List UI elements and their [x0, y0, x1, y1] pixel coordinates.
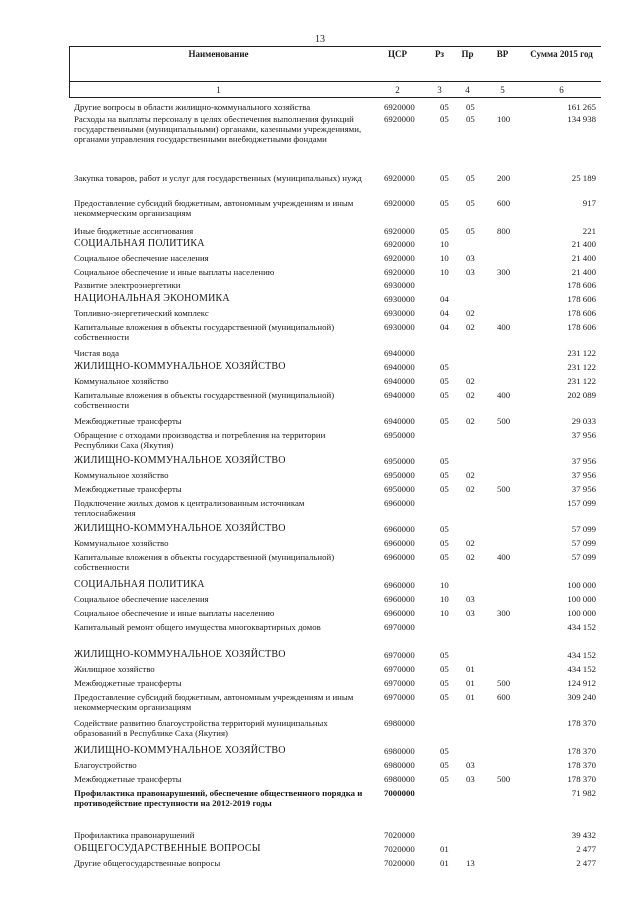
row-csr: 6950000: [384, 484, 415, 494]
row-rz: 04: [440, 322, 449, 332]
row-sum: 178 370: [567, 718, 596, 728]
header-sum: Сумма 2015 год: [530, 49, 593, 59]
row-name: Коммунальное хозяйство: [74, 470, 169, 480]
row-pr: 03: [466, 608, 475, 618]
row-rz: 10: [440, 594, 449, 604]
row-rz: 05: [440, 362, 449, 372]
row-rz: 05: [440, 470, 449, 480]
row-csr: 6920000: [384, 102, 415, 112]
row-name: Капитальные вложения в объекты государственной (муниципальной) собственности: [74, 552, 335, 572]
row-sum: 37 956: [571, 470, 596, 480]
row-rz: 10: [440, 267, 449, 277]
row-sum: 37 956: [571, 456, 596, 466]
row-pr: 05: [466, 114, 475, 124]
row-rz: 05: [440, 226, 449, 236]
row-pr: 02: [466, 322, 475, 332]
row-name: Иные бюджетные ассигнования: [74, 226, 194, 236]
row-vr: 100: [497, 114, 511, 124]
header-num-5: 5: [500, 85, 505, 95]
row-csr: 6940000: [384, 416, 415, 426]
header-num-2: 2: [395, 85, 400, 95]
row-vr: 500: [497, 774, 511, 784]
row-vr: 400: [497, 322, 511, 332]
row-name: Другие общегосударственные вопросы: [74, 858, 221, 868]
header-num-6: 6: [559, 85, 564, 95]
row-rz: 05: [440, 760, 449, 770]
row-sum: 178 370: [567, 760, 596, 770]
row-csr: 6920000: [384, 114, 415, 124]
row-rz: 05: [440, 390, 449, 400]
row-pr: 05: [466, 173, 475, 183]
row-csr: 6980000: [384, 774, 415, 784]
row-sum: 917: [582, 198, 596, 208]
row-sum: 231 122: [567, 362, 596, 372]
row-rz: 05: [440, 114, 449, 124]
row-sum: 39 432: [571, 830, 596, 840]
row-vr: 200: [497, 173, 511, 183]
row-name: Межбюджетные трансферты: [74, 484, 182, 494]
row-vr: 400: [497, 552, 511, 562]
row-name: Жилищное хозяйство: [74, 664, 155, 674]
row-pr: 03: [466, 760, 475, 770]
row-vr: 400: [497, 390, 511, 400]
row-vr: 300: [497, 267, 511, 277]
row-name: Социальное обеспечение населения: [74, 253, 209, 263]
row-csr: 6930000: [384, 308, 415, 318]
row-sum: 157 099: [567, 498, 596, 508]
row-rz: 05: [440, 173, 449, 183]
row-sum: 37 956: [571, 484, 596, 494]
row-sum: 178 606: [567, 322, 596, 332]
row-csr: 6960000: [384, 552, 415, 562]
row-sum: 202 089: [567, 390, 596, 400]
row-name: Социальное обеспечение и иные выплаты населению: [74, 267, 275, 277]
row-csr: 6980000: [384, 718, 415, 728]
header-csr: ЦСР: [388, 49, 407, 59]
row-sum: 434 152: [567, 664, 596, 674]
header-num-3: 3: [437, 85, 442, 95]
row-sum: 37 956: [571, 430, 596, 440]
row-csr: 6930000: [384, 322, 415, 332]
row-csr: 7020000: [384, 858, 415, 868]
row-sum: 29 033: [571, 416, 596, 426]
row-csr: 6960000: [384, 608, 415, 618]
row-vr: 600: [497, 692, 511, 702]
row-sum: 21 400: [571, 253, 596, 263]
row-name: ЖИЛИЩНО-КОММУНАЛЬНОЕ ХОЗЯЙСТВО: [74, 523, 286, 534]
row-sum: 2 477: [576, 844, 596, 854]
row-sum: 100 000: [567, 608, 596, 618]
row-name: Содействие развитию благоустройства территорий муниципальных образований в Республике Саха (Якутия): [74, 718, 328, 738]
header-vr: ВР: [496, 49, 509, 59]
row-name: Межбюджетные трансферты: [74, 678, 182, 688]
row-csr: 6920000: [384, 173, 415, 183]
row-csr: 6920000: [384, 239, 415, 249]
row-sum: 25 189: [571, 173, 596, 183]
row-name: Капитальные вложения в объекты государственной (муниципальной) собственности: [74, 390, 335, 410]
row-rz: 05: [440, 376, 449, 386]
row-csr: 6940000: [384, 362, 415, 372]
row-csr: 7020000: [384, 844, 415, 854]
row-csr: 6920000: [384, 253, 415, 263]
row-pr: 01: [466, 664, 475, 674]
row-csr: 6940000: [384, 390, 415, 400]
row-name: Социальное обеспечение и иные выплаты населению: [74, 608, 275, 618]
row-csr: 6970000: [384, 678, 415, 688]
row-name: Социальное обеспечение населения: [74, 594, 209, 604]
row-sum: 161 265: [567, 102, 596, 112]
row-sum: 178 606: [567, 308, 596, 318]
row-csr: 6920000: [384, 226, 415, 236]
row-name: Капитальные вложения в объекты государственной (муниципальной) собственности: [74, 322, 335, 342]
row-name: ЖИЛИЩНО-КОММУНАЛЬНОЕ ХОЗЯЙСТВО: [74, 455, 286, 466]
row-csr: 6950000: [384, 456, 415, 466]
row-sum: 21 400: [571, 267, 596, 277]
row-rz: 05: [440, 538, 449, 548]
row-name: Другие вопросы в области жилищно-коммунального хозяйства: [74, 102, 311, 112]
row-sum: 434 152: [567, 650, 596, 660]
row-csr: 6970000: [384, 692, 415, 702]
row-name: Межбюджетные трансферты: [74, 416, 182, 426]
row-csr: 6940000: [384, 376, 415, 386]
row-rz: 10: [440, 580, 449, 590]
row-pr: 02: [466, 390, 475, 400]
row-pr: 13: [466, 858, 475, 868]
row-name: Благоустройство: [74, 760, 137, 770]
row-csr: 6960000: [384, 524, 415, 534]
row-pr: 02: [466, 470, 475, 480]
row-csr: 6930000: [384, 294, 415, 304]
row-vr: 300: [497, 608, 511, 618]
row-rz: 04: [440, 294, 449, 304]
row-sum: 434 152: [567, 622, 596, 632]
row-name: ЖИЛИЩНО-КОММУНАЛЬНОЕ ХОЗЯЙСТВО: [74, 649, 286, 660]
row-vr: 600: [497, 198, 511, 208]
row-csr: 6960000: [384, 580, 415, 590]
row-sum: 231 122: [567, 376, 596, 386]
row-vr: 500: [497, 678, 511, 688]
row-sum: 57 099: [571, 538, 596, 548]
row-vr: 800: [497, 226, 511, 236]
row-pr: 03: [466, 253, 475, 263]
row-rz: 05: [440, 102, 449, 112]
row-csr: 6960000: [384, 594, 415, 604]
row-pr: 05: [466, 102, 475, 112]
row-sum: 124 912: [567, 678, 596, 688]
row-pr: 02: [466, 538, 475, 548]
row-rz: 01: [440, 844, 449, 854]
row-pr: 03: [466, 594, 475, 604]
row-name: Коммунальное хозяйство: [74, 376, 169, 386]
row-vr: 500: [497, 484, 511, 494]
row-name: ЖИЛИЩНО-КОММУНАЛЬНОЕ ХОЗЯЙСТВО: [74, 745, 286, 756]
row-csr: 6980000: [384, 760, 415, 770]
row-rz: 05: [440, 692, 449, 702]
row-sum: 309 240: [567, 692, 596, 702]
row-csr: 7000000: [384, 788, 415, 798]
row-name: СОЦИАЛЬНАЯ ПОЛИТИКА: [74, 238, 205, 249]
row-sum: 178 370: [567, 774, 596, 784]
row-pr: 02: [466, 552, 475, 562]
row-rz: 05: [440, 664, 449, 674]
row-rz: 05: [440, 552, 449, 562]
row-name: СОЦИАЛЬНАЯ ПОЛИТИКА: [74, 579, 205, 590]
row-name: Топливно-энергетический комплекс: [74, 308, 209, 318]
row-sum: 57 099: [571, 552, 596, 562]
row-rz: 10: [440, 608, 449, 618]
row-name: ЖИЛИЩНО-КОММУНАЛЬНОЕ ХОЗЯЙСТВО: [74, 361, 286, 372]
row-rz: 05: [440, 774, 449, 784]
row-pr: 03: [466, 267, 475, 277]
row-sum: 231 122: [567, 348, 596, 358]
row-pr: 03: [466, 774, 475, 784]
row-rz: 05: [440, 678, 449, 688]
row-sum: 178 370: [567, 746, 596, 756]
row-name: Обращение с отходами производства и потребления на территории Республики Саха (Якутия): [74, 430, 326, 450]
row-sum: 21 400: [571, 239, 596, 249]
header-pr: Пр: [461, 49, 474, 59]
row-name: Предоставление субсидий бюджетным, автономным учреждениям и иным некоммерческим организациям: [74, 198, 354, 218]
row-rz: 10: [440, 239, 449, 249]
row-csr: 7020000: [384, 830, 415, 840]
row-csr: 6980000: [384, 746, 415, 756]
row-rz: 05: [440, 484, 449, 494]
row-pr: 01: [466, 678, 475, 688]
row-name: Профилактика правонарушений: [74, 830, 195, 840]
row-rz: 05: [440, 456, 449, 466]
row-csr: 6930000: [384, 280, 415, 290]
row-rz: 01: [440, 858, 449, 868]
row-pr: 01: [466, 692, 475, 702]
header-num-4: 4: [465, 85, 470, 95]
row-csr: 6960000: [384, 498, 415, 508]
row-csr: 6920000: [384, 267, 415, 277]
row-rz: 05: [440, 524, 449, 534]
row-csr: 6950000: [384, 470, 415, 480]
row-name: Развитие электроэнергетики: [74, 280, 181, 290]
row-name: НАЦИОНАЛЬНАЯ ЭКОНОМИКА: [74, 293, 230, 304]
row-sum: 2 477: [576, 858, 596, 868]
row-sum: 221: [582, 226, 596, 236]
row-csr: 6970000: [384, 650, 415, 660]
row-rz: 04: [440, 308, 449, 318]
row-sum: 71 982: [571, 788, 596, 798]
row-name: Капитальный ремонт общего имущества многоквартирных домов: [74, 622, 321, 632]
row-name: Расходы на выплаты персоналу в целях обеспечения выполнения функций государственными (муниципальными) органами, казенными учреждениями, органами управления государственными внебюджетными фондами: [74, 114, 362, 144]
row-csr: 6970000: [384, 664, 415, 674]
row-name: Подключение жилых домов к централизованным источникам теплоснабжения: [74, 498, 305, 518]
row-csr: 6920000: [384, 198, 415, 208]
row-csr: 6960000: [384, 538, 415, 548]
row-csr: 6940000: [384, 348, 415, 358]
header-rz: Рз: [434, 49, 445, 59]
row-rz: 05: [440, 198, 449, 208]
row-rz: 05: [440, 650, 449, 660]
row-pr: 02: [466, 484, 475, 494]
row-sum: 178 606: [567, 294, 596, 304]
row-pr: 02: [466, 308, 475, 318]
row-vr: 500: [497, 416, 511, 426]
page-number: 13: [315, 34, 325, 45]
row-rz: 05: [440, 746, 449, 756]
row-sum: 134 938: [567, 114, 596, 124]
row-pr: 05: [466, 198, 475, 208]
row-name: Межбюджетные трансферты: [74, 774, 182, 784]
row-name: Предоставление субсидий бюджетным, автономным учреждениям и иным некоммерческим организациям: [74, 692, 354, 712]
row-pr: 05: [466, 226, 475, 236]
row-name: Закупка товаров, работ и услуг для государственных (муниципальных) нужд: [74, 173, 362, 183]
row-pr: 02: [466, 416, 475, 426]
row-sum: 178 606: [567, 280, 596, 290]
row-sum: 57 099: [571, 524, 596, 534]
row-rz: 05: [440, 416, 449, 426]
header-name: Наименование: [188, 49, 249, 59]
row-csr: 6950000: [384, 430, 415, 440]
row-rz: 10: [440, 253, 449, 263]
row-csr: 6970000: [384, 622, 415, 632]
row-name: Чистая вода: [74, 348, 120, 358]
row-name: ОБЩЕГОСУДАРСТВЕННЫЕ ВОПРОСЫ: [74, 843, 261, 854]
row-pr: 02: [466, 376, 475, 386]
row-sum: 100 000: [567, 594, 596, 604]
row-name: Профилактика правонарушений, обеспечение общественного порядка и противодействие преступности на 2012-2019 годы: [74, 788, 363, 808]
row-name: Коммунальное хозяйство: [74, 538, 169, 548]
header-num-1: 1: [216, 85, 221, 95]
row-sum: 100 000: [567, 580, 596, 590]
